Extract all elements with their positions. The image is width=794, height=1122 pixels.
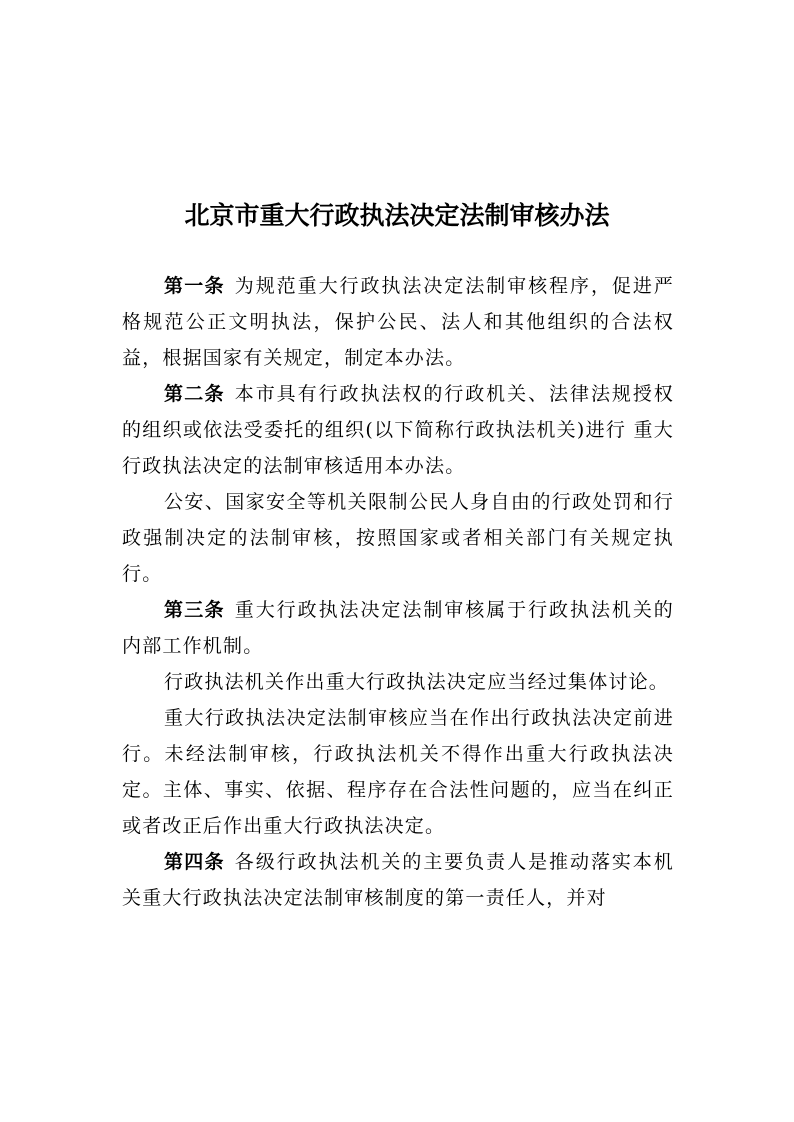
article-2-paragraph-2 [122,484,674,592]
article-text: 重大行政执法决定法制审核应当在作出行政执法决定前进行。未经法制审核，行政执法机关不得作出重大行政执法决定。主体、事实、依据、程序存在合法性问题的，应当在纠正或者改正后作出重大行政执法决定。 [122,707,674,837]
article-text: 行政执法机关作出重大行政执法决定应当经过集体讨论。 [164,671,670,693]
article-label: 第三条 [164,599,225,621]
article-text: 为规范重大行政执法决定法制审核程序，促进严格规范公正文明执法，保护公民、法人和其他组织的合法权益，根据国家有关规定，制定本办法。 [122,275,674,369]
article-4-paragraph [122,844,674,916]
article-label: 第一条 [164,275,225,297]
article-3-paragraph [122,592,674,664]
article-3-paragraph-3 [122,700,674,844]
article-label: 第二条 [164,383,225,405]
article-2-paragraph [122,376,674,484]
article-label: 第四条 [164,851,225,873]
article-3-paragraph-2 [122,664,674,700]
article-1-paragraph [122,268,674,376]
article-text: 各级行政执法机关的主要负责人是推动落实本机关重大行政执法决定法制审核制度的第一责任人，并对 [122,851,674,909]
article-text: 公安、国家安全等机关限制公民人身自由的行政处罚和行政强制决定的法制审核，按照国家或者相关部门有关规定执行。 [122,491,674,585]
document-title: 北京市重大行政执法决定法制审核办法 [184,201,610,230]
article-text: 本市具有行政执法权的行政机关、法律法规授权的组织或依法受委托的组织(以下简称行政执法机关)进行 重大行政执法决定的法制审核适用本办法。 [122,383,674,477]
article-text: 重大行政执法决定法制审核属于行政执法机关的内部工作机制。 [122,599,674,657]
document-body [122,268,674,916]
